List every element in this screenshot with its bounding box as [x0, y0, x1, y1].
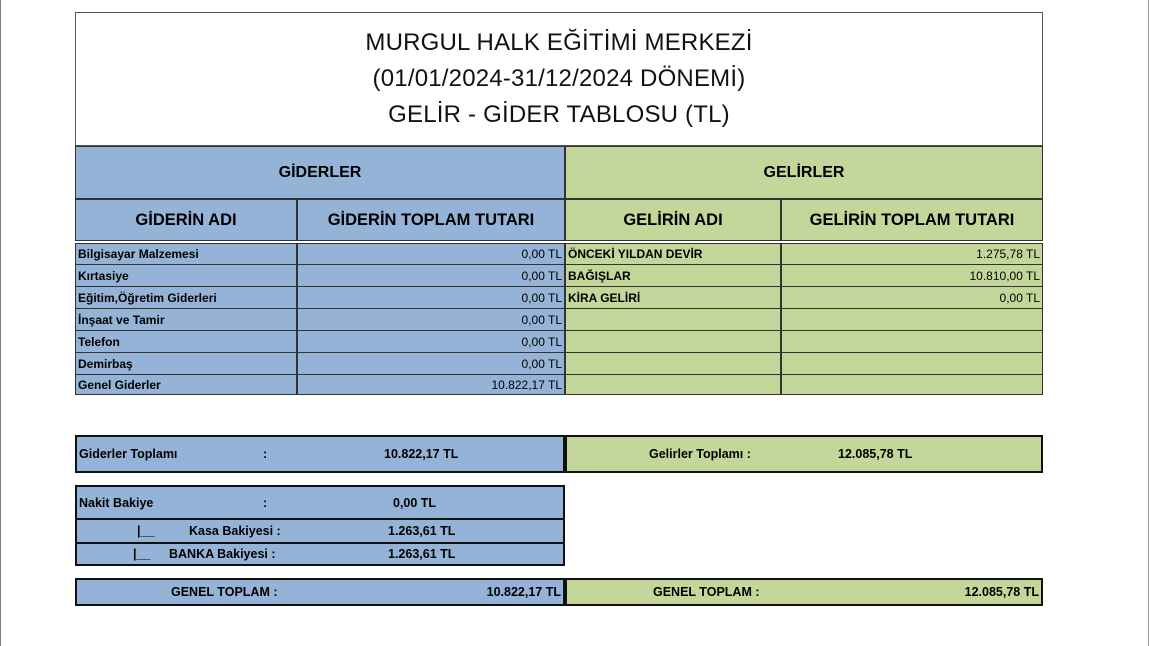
income-name-column-header: GELİRİN ADI [565, 199, 781, 241]
expense-row-name: Kırtasiye [75, 264, 297, 287]
expenses-section-header: GİDERLER [75, 146, 565, 199]
income-row-name [565, 330, 781, 353]
expense-row-amount: 10.822,17 TL [297, 374, 565, 395]
expense-row-name: Eğitim,Öğretim Giderleri [75, 286, 297, 309]
expense-grand-total-label: GENEL TOPLAM : [171, 585, 278, 599]
income-row-name: ÖNCEKİ YILDAN DEVİR [565, 243, 781, 265]
income-row-amount: 10.810,00 TL [781, 264, 1043, 287]
expense-name-column-header: GİDERİN ADI [75, 199, 297, 241]
table-title: GELİR - GİDER TABLOSU (TL) [388, 101, 730, 128]
institution-title: MURGUL HALK EĞİTİMİ MERKEZİ [365, 29, 753, 56]
income-row-amount [781, 374, 1043, 395]
income-total-label: Gelirler Toplamı : [649, 447, 751, 461]
cash-balance-value: 0,00 TL [393, 495, 437, 510]
bank-balance-value: 1.263,61 TL [388, 547, 456, 561]
page-border-right [1148, 0, 1149, 646]
kasa-balance-value: 1.263,61 TL [388, 524, 456, 538]
expenses-total-colon: : [263, 447, 268, 461]
income-grand-total-label: GENEL TOPLAM : [653, 585, 760, 599]
expense-row-amount: 0,00 TL [297, 264, 565, 287]
expense-grand-total-box [75, 578, 565, 606]
expense-grand-total-value: 10.822,17 TL [486, 585, 561, 599]
expense-row-amount: 0,00 TL [297, 308, 565, 331]
bank-balance-label: BANKA Bakiyesi : [169, 547, 276, 561]
expenses-total-value: 10.822,17 TL [384, 447, 459, 461]
income-section-header: GELİRLER [565, 146, 1043, 199]
income-row-amount [781, 330, 1043, 353]
income-total-box [565, 435, 1043, 473]
report-title-box [75, 12, 1043, 146]
income-row-amount [781, 352, 1043, 375]
income-grand-total-value: 12.085,78 TL [964, 585, 1039, 599]
income-row-name [565, 352, 781, 375]
balance-box [75, 485, 565, 566]
bank-prefix: |__ [133, 547, 151, 561]
expenses-total-box [75, 435, 565, 473]
income-row-name [565, 308, 781, 331]
expense-row-amount: 0,00 TL [297, 243, 565, 265]
income-row-name [565, 374, 781, 395]
cash-balance-colon: : [263, 495, 268, 510]
income-row-amount [781, 308, 1043, 331]
expense-row-name: Genel Giderler [75, 374, 297, 395]
income-total-value: 12.085,78 TL [838, 447, 913, 461]
income-row-name: KİRA GELİRİ [565, 286, 781, 309]
income-row-amount: 1.275,78 TL [781, 243, 1043, 265]
income-grand-total-box [565, 578, 1043, 606]
expense-row-amount: 0,00 TL [297, 330, 565, 353]
expense-row-amount: 0,00 TL [297, 286, 565, 309]
income-row-name: BAĞIŞLAR [565, 264, 781, 287]
expenses-total-label: Giderler Toplamı [79, 447, 178, 461]
period-title: (01/01/2024-31/12/2024 DÖNEMİ) [372, 65, 746, 92]
expense-row-name: Bilgisayar Malzemesi [75, 243, 297, 265]
expense-total-column-header: GİDERİN TOPLAM TUTARI [297, 199, 565, 241]
expense-row-name: Demirbaş [75, 352, 297, 375]
kasa-balance-label: Kasa Bakiyesi : [189, 524, 281, 538]
page-border-left [0, 0, 1, 646]
expense-row-amount: 0,00 TL [297, 352, 565, 375]
kasa-prefix: |__ [137, 524, 155, 538]
expense-row-name: İnşaat ve Tamir [75, 308, 297, 331]
income-row-amount: 0,00 TL [781, 286, 1043, 309]
cash-balance-label: Nakit Bakiye [79, 495, 154, 510]
income-total-column-header: GELİRİN TOPLAM TUTARI [781, 199, 1043, 241]
expense-row-name: Telefon [75, 330, 297, 353]
